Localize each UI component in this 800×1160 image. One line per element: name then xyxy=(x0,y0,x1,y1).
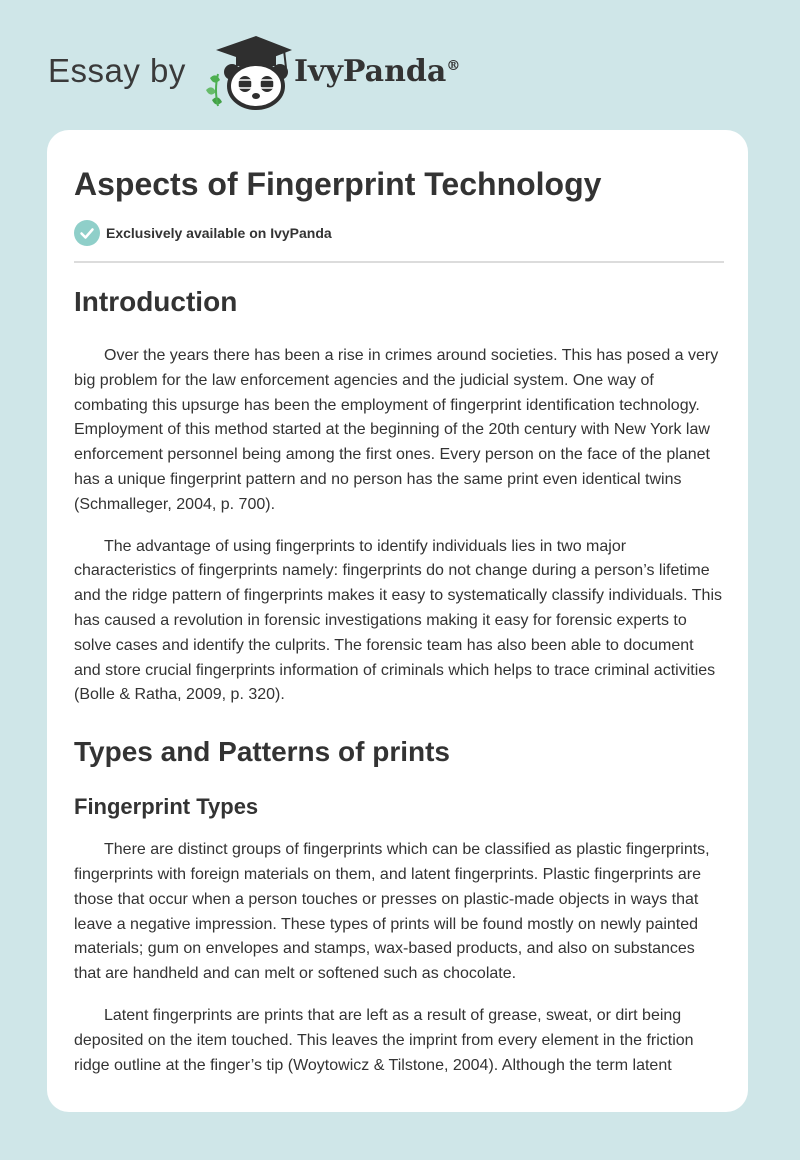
registered-mark: ® xyxy=(446,58,461,74)
paragraph: The advantage of using fingerprints to identify individuals lies in two major characteristics of fingerprints namely: fingerprints do not change during a person’s lifetime and the ridge pattern of fingerprints makes it easy to systematically classify individuals. This has caused a revolution in forensic investigations making it easy for forensic experts to solve cases and identify the culprits. The forensic team has also been able to document and store crucial fingerprints information of criminals which helps to trace criminal activities (Bolle & Ratha, 2009, p. 320). xyxy=(74,537,722,704)
title-divider xyxy=(74,261,724,263)
subsection-heading-fingerprint-types: Fingerprint Types xyxy=(74,794,259,820)
section-heading-introduction: Introduction xyxy=(74,286,238,317)
paragraph: Over the years there has been a rise in crimes around societies. This has posed a very big problem for the law enforcement agencies and the judicial system. One way of combating this upsurge has been the employment of fingerprint identification technology. Employment of this method started at the beginning of the 20th century with New York law enforcement personnel being among the first ones. Every person on the face of the planet has a unique fingerprint pattern and no person has the same print even identical twins (Schmalleger, 2004, p. 700). xyxy=(74,347,719,513)
panda-logo-icon xyxy=(200,34,292,110)
paragraph: There are distinct groups of fingerprints which can be classified as plastic fingerprints, fingerprints with foreign materials on them, and latent fingerprints. Plastic fingerprints are those that occur when a person touches or presses on plastic-made objects in ways that leave a negative impression. These types of prints will be found mostly on newly painted materials; gum on envelopes and stamps, wax-based products, and also on substances that are handheld and can melt or softened such as chocolate. xyxy=(74,841,710,983)
check-circle-icon xyxy=(74,220,100,246)
paragraph: Latent fingerprints are prints that are left as a result of grease, sweat, or dirt being deposited on the item touched. This leaves the imprint from every element in the friction ridge outline at the finger’s tip (Woytowicz & Tilstone, 2004). Although the term latent xyxy=(74,1006,694,1074)
essay-card xyxy=(47,130,748,1112)
page-title: Aspects of Fingerprint Technology xyxy=(74,166,602,202)
brand-name xyxy=(294,54,460,89)
exclusive-badge xyxy=(74,220,332,246)
essay-body xyxy=(74,282,724,1078)
brand-name-text: IvyPanda xyxy=(294,54,447,89)
essay-by-label: Essay by xyxy=(48,52,186,89)
badge-label: Exclusively available on IvyPanda xyxy=(106,225,332,241)
section-heading-types: Types and Patterns of prints xyxy=(74,736,450,768)
site-header[interactable] xyxy=(48,34,468,110)
